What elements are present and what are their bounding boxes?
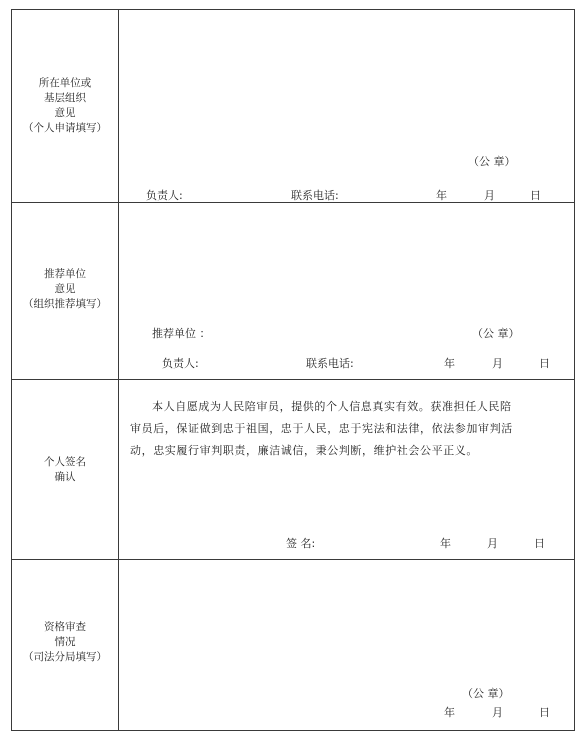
date-day-label: 日	[539, 357, 550, 370]
responsible-person-label: 负责人:	[162, 357, 199, 370]
application-form-table	[11, 9, 575, 731]
date-day-label: 日	[534, 537, 545, 550]
pledge-statement	[130, 396, 568, 462]
date-day-label: 日	[539, 706, 550, 719]
date-month-label: 月	[487, 537, 498, 550]
label-line: （个人申请填写）	[23, 122, 107, 134]
statement-line: 动，忠实履行审判职责，廉洁诚信，秉公判断，维护社会公平正义。	[130, 444, 478, 457]
personal-signature-label	[12, 455, 118, 485]
row-divider	[12, 379, 574, 380]
label-line: （司法分局填写）	[23, 651, 107, 663]
date-month-label: 月	[492, 706, 503, 719]
date-month-label: 月	[484, 189, 495, 202]
label-line: 确认	[54, 471, 76, 483]
label-line: 意见	[54, 283, 76, 295]
recommending-unit-label: 推荐单位 ：	[152, 327, 211, 340]
date-day-label: 日	[530, 189, 541, 202]
label-line: 个人签名	[44, 456, 86, 468]
statement-line: 本人自愿成为人民陪审员，提供的个人信息真实有效。获准担任人民陪	[152, 400, 512, 413]
label-line: 推荐单位	[44, 268, 86, 280]
label-line: 基层组织	[44, 92, 86, 104]
label-line: 资格审查	[44, 621, 86, 633]
label-line: 意见	[54, 107, 76, 119]
unit-opinion-label	[12, 76, 118, 136]
row-divider	[12, 559, 574, 560]
signature-label: 签 名:	[286, 537, 316, 550]
official-seal-text: （公 章）	[462, 687, 510, 700]
official-seal-text: （公 章）	[472, 327, 520, 340]
date-month-label: 月	[492, 357, 503, 370]
recommending-unit-opinion-label	[12, 267, 118, 312]
date-year-label: 年	[436, 189, 447, 202]
statement-line: 审员后，保证做到忠于祖国，忠于人民，忠于宪法和法律，依法参加审判活	[130, 422, 513, 435]
column-divider	[118, 10, 119, 730]
label-line: （组织推荐填写）	[23, 298, 107, 310]
official-seal-text: （公 章）	[468, 155, 516, 168]
label-line: 所在单位或	[38, 77, 92, 89]
qualification-review-label	[12, 620, 118, 665]
contact-phone-label: 联系电话:	[291, 189, 339, 202]
date-year-label: 年	[444, 706, 455, 719]
label-line: 情况	[54, 636, 76, 648]
contact-phone-label: 联系电话:	[306, 357, 354, 370]
responsible-person-label: 负责人:	[146, 189, 183, 202]
date-year-label: 年	[444, 357, 455, 370]
date-year-label: 年	[440, 537, 451, 550]
